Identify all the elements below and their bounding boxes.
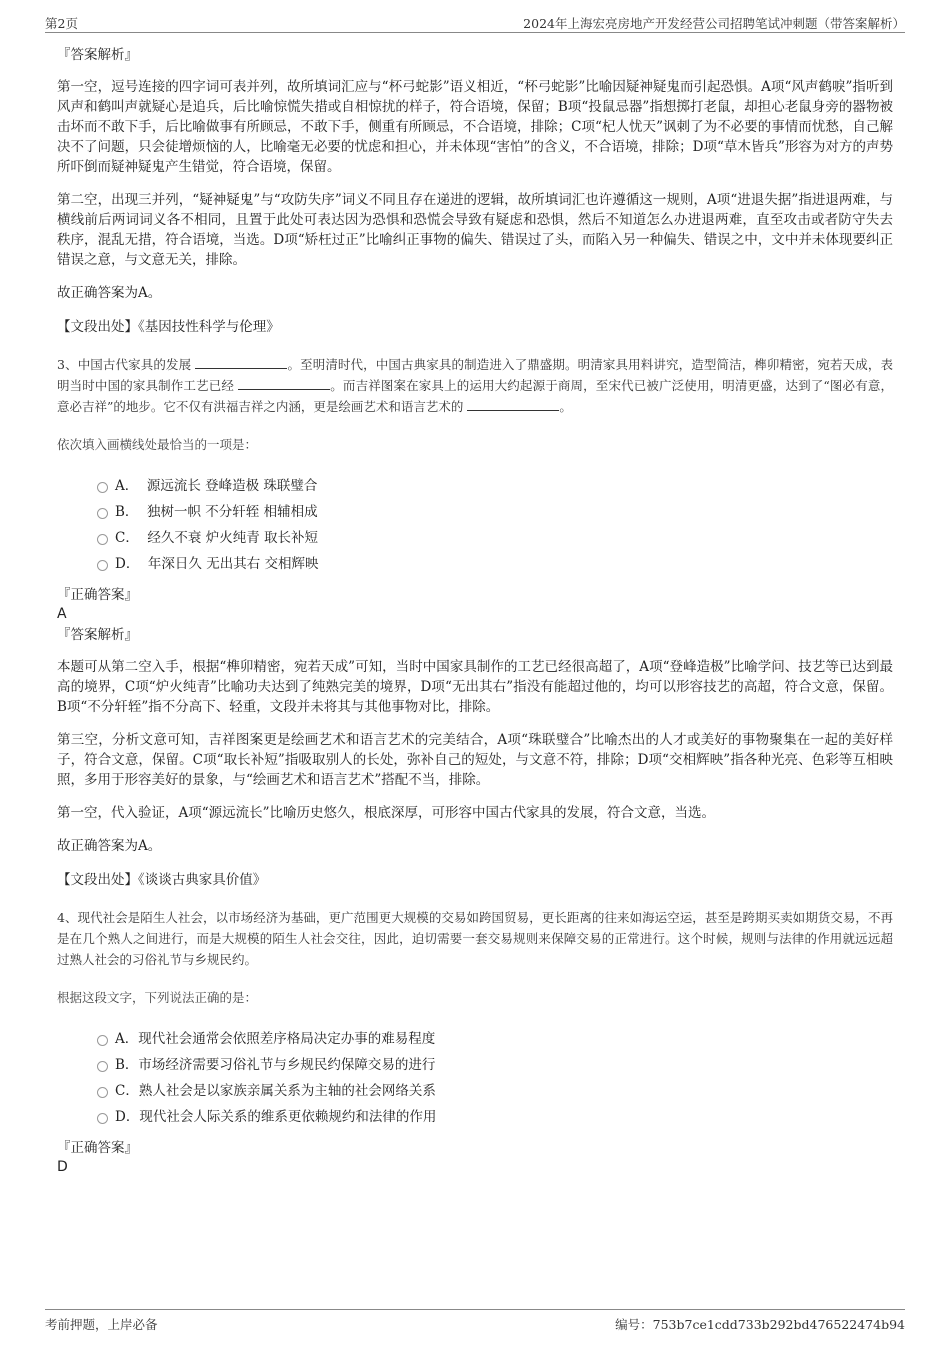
- option-b[interactable]: B．市场经济需要习俗礼节与乡规民约保障交易的进行: [97, 1052, 893, 1078]
- radio-icon[interactable]: [97, 1035, 108, 1046]
- analysis-label: 『答案解析』: [57, 627, 138, 643]
- correct-answer-label: 『正确答案』: [57, 587, 138, 603]
- document-title: 2024年上海宏亮房地产开发经营公司招聘笔试冲刺题（带答案解析）: [523, 16, 905, 31]
- question-prompt: 依次填入画横线处最恰当的一项是：: [57, 437, 258, 452]
- source-citation: 【文段出处】《谈谈古典家具价值》: [57, 872, 267, 888]
- document-id: 编号：753b7ce1cdd733b292bd476522474b94: [615, 1317, 905, 1332]
- radio-icon[interactable]: [97, 1061, 108, 1072]
- radio-icon[interactable]: [97, 560, 108, 571]
- fill-blank: [195, 356, 287, 369]
- conclusion: 故正确答案为A。: [57, 285, 162, 301]
- option-c[interactable]: C．熟人社会是以家族亲属关系为主轴的社会网络关系: [97, 1078, 893, 1104]
- analysis-paragraph: 本题可从第二空入手，根据“榫卯精密，宛若天成”可知，当时中国家具制作的工艺已经很高超了，A项“登峰造极”比喻学问、技艺等已达到最高的境界，C项“炉火纯青”比喻功夫达到了纯熟完美的境界，D项“无出其右”指没有能超过他的，均可以形容技艺的高超，符合文意，保留。B项“不分轩轾”指不分高下、轻重，文段并未将其与其他事物对比，排除。: [57, 659, 893, 715]
- page-footer: [45, 1309, 905, 1334]
- correct-answer-label: 『正确答案』: [57, 1140, 138, 1156]
- correct-answer: A: [57, 606, 67, 622]
- footer-slogan: 考前押题，上岸必备: [45, 1317, 158, 1332]
- analysis-paragraph: 第一空，代入验证，A项“源远流长”比喻历史悠久，根底深厚，可形容中国古代家具的发展，符合文意，当选。: [57, 805, 716, 821]
- option-list: [97, 1026, 893, 1130]
- option-a[interactable]: A． 源远流长 登峰造极 珠联璧合: [97, 473, 893, 499]
- conclusion: 故正确答案为A。: [57, 838, 162, 854]
- fill-blank: [467, 398, 559, 411]
- option-b[interactable]: B． 独树一帜 不分轩轾 相辅相成: [97, 499, 893, 525]
- page-number: 第2页: [45, 16, 78, 31]
- analysis-paragraph: 第三空，分析文意可知，吉祥图案更是绘画艺术和语言艺术的完美结合，A项“珠联璧合”比喻杰出的人才或美好的事物聚集在一起的美好样子，符合文意，保留。C项“取长补短”指吸取别人的长处，弥补自己的短处，与文意不符，排除；D项“交相辉映”指各种光亮、色彩等互相映照，多用于形容美好的景象，与“绘画艺术和语言艺术”搭配不当，排除。: [57, 732, 893, 788]
- radio-icon[interactable]: [97, 1087, 108, 1098]
- analysis-paragraph: 第二空，出现三并列，“疑神疑鬼”与“攻防失序”词义不同且存在递进的逻辑，故所填词汇也许遵循这一规则，A项“进退失据”指进退两难，与横线前后两词词义各不相同，且置于此处可表达因为恐惧和恐慌会导致有疑虑和恐惧，然后不知道怎么办进退两难，直至攻击或者防守失去秩序，混乱无措，符合语境，当选。D项“矫枉过正”比喻纠正事物的偏失、错误过了头，而陷入另一种偏失、错误之中，文中并未体现要纠正错误之意，与文意无关，排除。: [57, 192, 893, 268]
- option-d[interactable]: D．现代社会人际关系的维系更依赖规约和法律的作用: [97, 1104, 893, 1130]
- option-d[interactable]: D． 年深日久 无出其右 交相辉映: [97, 551, 893, 577]
- radio-icon[interactable]: [97, 482, 108, 493]
- analysis-label: 『答案解析』: [57, 47, 138, 63]
- question-4-text: 4、现代社会是陌生人社会，以市场经济为基础，更广范围更大规模的交易如跨国贸易，更长距离的往来如海运空运，甚至是跨期买卖如期货交易，不再是在几个熟人之间进行，而是大规模的陌生人社会交往，因此，迫切需要一套交易规则来保障交易的正常进行。这个时候，规则与法律的作用就远远超过熟人社会的习俗礼节与乡规民约。: [57, 910, 893, 967]
- page-header: [45, 10, 905, 33]
- main-content: [57, 45, 893, 1178]
- radio-icon[interactable]: [97, 1113, 108, 1124]
- radio-icon[interactable]: [97, 508, 108, 519]
- question-3-text: 3、中国古代家具的发展 。至明清时代，中国古典家具的制造进入了鼎盛期。明清家具用料讲究，造型简洁，榫卯精密，宛若天成，表明当时中国的家具制作工艺已经 。而吉祥图案在家具上的运用大约起源于商周，至宋代已被广泛使用，明清更盛，达到了“图必有意，意必吉祥”的地步。它不仅有洪福吉祥之内涵，更是绘画艺术和语言艺术的 。: [57, 357, 893, 414]
- radio-icon[interactable]: [97, 534, 108, 545]
- question-prompt: 根据这段文字，下列说法正确的是：: [57, 990, 258, 1005]
- analysis-paragraph: 第一空，逗号连接的四字词可表并列，故所填词汇应与“杯弓蛇影”语义相近，“杯弓蛇影”比喻因疑神疑鬼而引起恐惧。A项“风声鹤唳”指听到风声和鹤叫声就疑心是追兵，后比喻惊慌失措或自相惊扰的样子，符合语境，保留；B项“投鼠忌器”指想掷打老鼠，却担心老鼠身旁的器物被击坏而不敢下手，后比喻做事有所顾忌，不敢下手，侧重有所顾忌，不合语境，排除；C项“杞人忧天”讽刺了为不必要的事情而忧愁，自己解决不了问题，只会徒增烦恼的人，比喻毫无必要的忧虑和担心，并未体现“害怕”的含义，不合语境，排除；D项“草木皆兵”形容为对方的声势所吓倒而疑神疑鬼产生错觉，符合语境，保留。: [57, 79, 893, 175]
- option-list: [97, 473, 893, 577]
- fill-blank: [238, 377, 330, 390]
- option-a[interactable]: A．现代社会通常会依照差序格局决定办事的难易程度: [97, 1026, 893, 1052]
- correct-answer: D: [57, 1159, 68, 1175]
- source-citation: 【文段出处】《基因技性科学与伦理》: [57, 319, 280, 335]
- option-c[interactable]: C． 经久不衰 炉火纯青 取长补短: [97, 525, 893, 551]
